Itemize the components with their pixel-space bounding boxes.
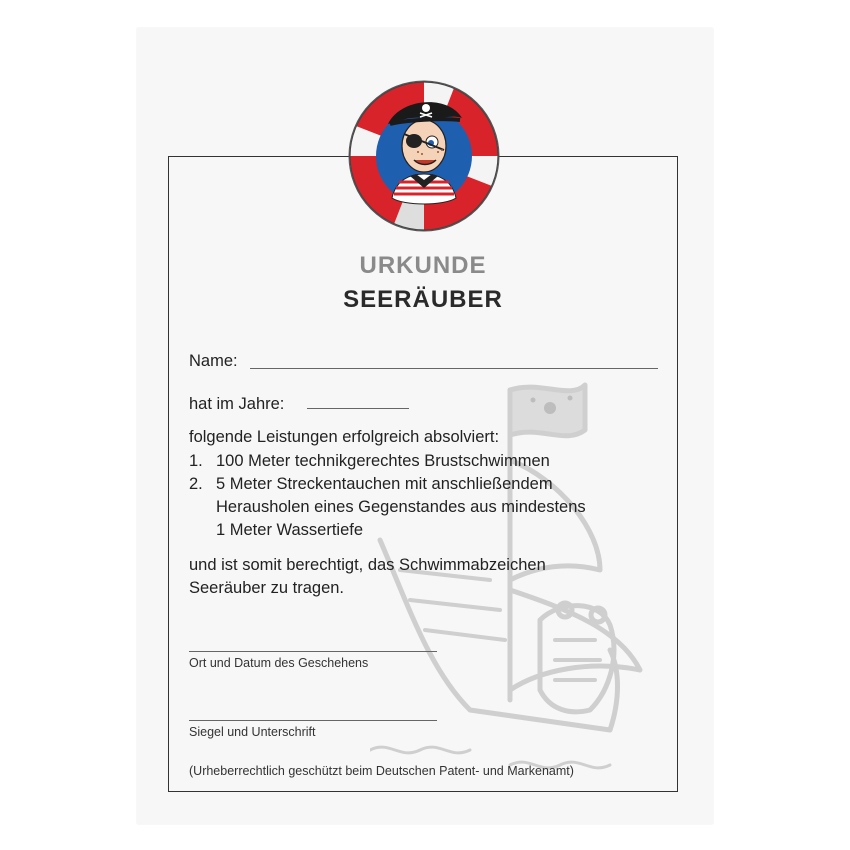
name-line — [250, 368, 658, 369]
year-label: hat im Jahre: — [189, 395, 285, 413]
item-text: 100 Meter technikgerechtes Brustschwimmen — [216, 452, 550, 470]
item-number: 1. — [189, 452, 203, 470]
certificate-heading: URKUNDE — [359, 252, 487, 279]
achievements-intro: folgende Leistungen erfolgreich absolviert: — [189, 428, 500, 446]
name-label: Name: — [189, 352, 238, 370]
place-date-line — [189, 651, 437, 652]
item-text: 5 Meter Streckentauchen mit anschließendem — [216, 475, 553, 493]
conclusion-text: Seeräuber zu tragen. — [189, 579, 345, 597]
item-number: 2. — [189, 475, 203, 493]
certificate-subheading: SEERÄUBER — [343, 286, 503, 313]
pirate-boy-lifebuoy-icon — [344, 80, 504, 232]
item-text: Herausholen eines Gegenstandes aus mindestens — [216, 498, 586, 516]
conclusion-text: und ist somit berechtigt, das Schwimmabzeichen — [189, 556, 546, 574]
signature-line — [189, 720, 437, 721]
seal-signature-label: Siegel und Unterschrift — [189, 725, 316, 739]
year-line — [307, 408, 409, 409]
item-text: 1 Meter Wassertiefe — [216, 521, 364, 539]
place-date-label: Ort und Datum des Geschehens — [189, 656, 369, 670]
copyright-notice: (Urheberrechtlich geschützt beim Deutschen Patent- und Markenamt) — [189, 764, 574, 778]
